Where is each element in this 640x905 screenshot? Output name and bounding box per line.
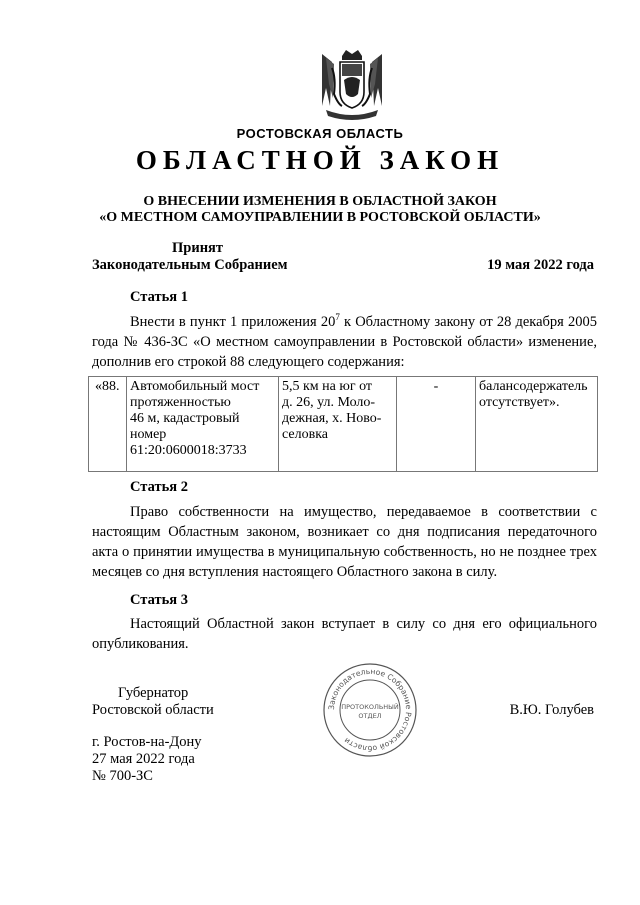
region-name: РОСТОВСКАЯ ОБЛАСТЬ [236,126,404,141]
article-1-text-part-2: к Областному закону от 28 декабря 2005 года № 436-ЗС «О местном самоуправлении в Ростовской области» изменение, дополнив его строкой 88 следующего содержания: [92,314,597,370]
stamp-ring-text: Законодательное Собрание Ростовской области [326,666,414,754]
article-2-heading: Статья 2 [130,479,188,495]
stamp-center-line-2: ОТДЕЛ [358,712,382,720]
amendment-table [88,376,598,472]
footer-city: г. Ростов-на-Дону [92,734,202,750]
law-title-line-1: О ВНЕСЕНИИ ИЗМЕНЕНИЯ В ОБЛАСТНОЙ ЗАКОН [143,194,497,209]
object-line-1: Автомобильный мост [130,379,260,394]
holder-line-2: отсутствует». [479,395,560,410]
row-number: «88. [95,379,120,394]
article-1-text [92,312,597,372]
stamp-seal [322,662,418,758]
row-number-cell [89,377,127,472]
dash-cell [397,377,476,472]
article-1-heading: Статья 1 [130,289,188,305]
location-line-2: д. 26, ул. Моло- [282,395,376,410]
location-line-3: дежная, х. Ново- [282,411,382,426]
location-line-1: 5,5 км на юг от [282,379,373,394]
adoption-date: 19 мая 2022 года [487,257,594,273]
adopted-label: Принят [172,240,224,256]
signatory-position-line-2: Ростовской области [92,702,214,718]
document-type: ОБЛАСТНОЙ ЗАКОН [135,145,505,175]
article-3-heading: Статья 3 [130,592,188,608]
article-1-superscript: 7 [335,312,340,323]
object-line-5: 61:20:0600018:3733 [130,443,247,458]
location-cell [279,377,397,472]
signatory-name: В.Ю. Голубев [509,702,594,718]
law-title-line-2: «О МЕСТНОМ САМОУПРАВЛЕНИИ В РОСТОВСКОЙ ОБЛАСТИ» [99,210,541,225]
adopting-body: Законодательным Собранием [92,257,288,273]
location-line-4: селовка [282,427,328,442]
holder-line-1: балансодержатель [479,379,588,394]
footer-number: № 700-ЗС [92,768,153,784]
footer-date: 27 мая 2022 года [92,751,195,767]
article-1-text-part-1: Внести в пункт 1 приложения 20 [130,314,336,330]
stamp-center-line-1: ПРОТОКОЛЬНЫЙ [341,703,399,711]
coat-of-arms-icon [318,48,386,122]
law-title [0,194,640,226]
article-2-text: Право собственности на имущество, передаваемое в соответствии с настоящим Областным законом, возникает со дня подписания передаточного акта о принятии имущества в муниципальную собственность, но не позднее трех месяцев со дня вступления настоящего Областного закона в силу. [92,504,597,580]
object-line-3: 46 м, кадастровый [130,411,240,426]
table-row [89,377,598,472]
article-3-text: Настоящий Областной закон вступает в силу со дня его официального опубликования. [92,616,597,652]
object-line-4: номер [130,427,167,442]
holder-cell [476,377,598,472]
signatory-position-line-1: Губернатор [118,685,189,701]
object-line-2: протяженностью [130,395,231,410]
object-cell [127,377,279,472]
dash-value: - [433,379,439,394]
